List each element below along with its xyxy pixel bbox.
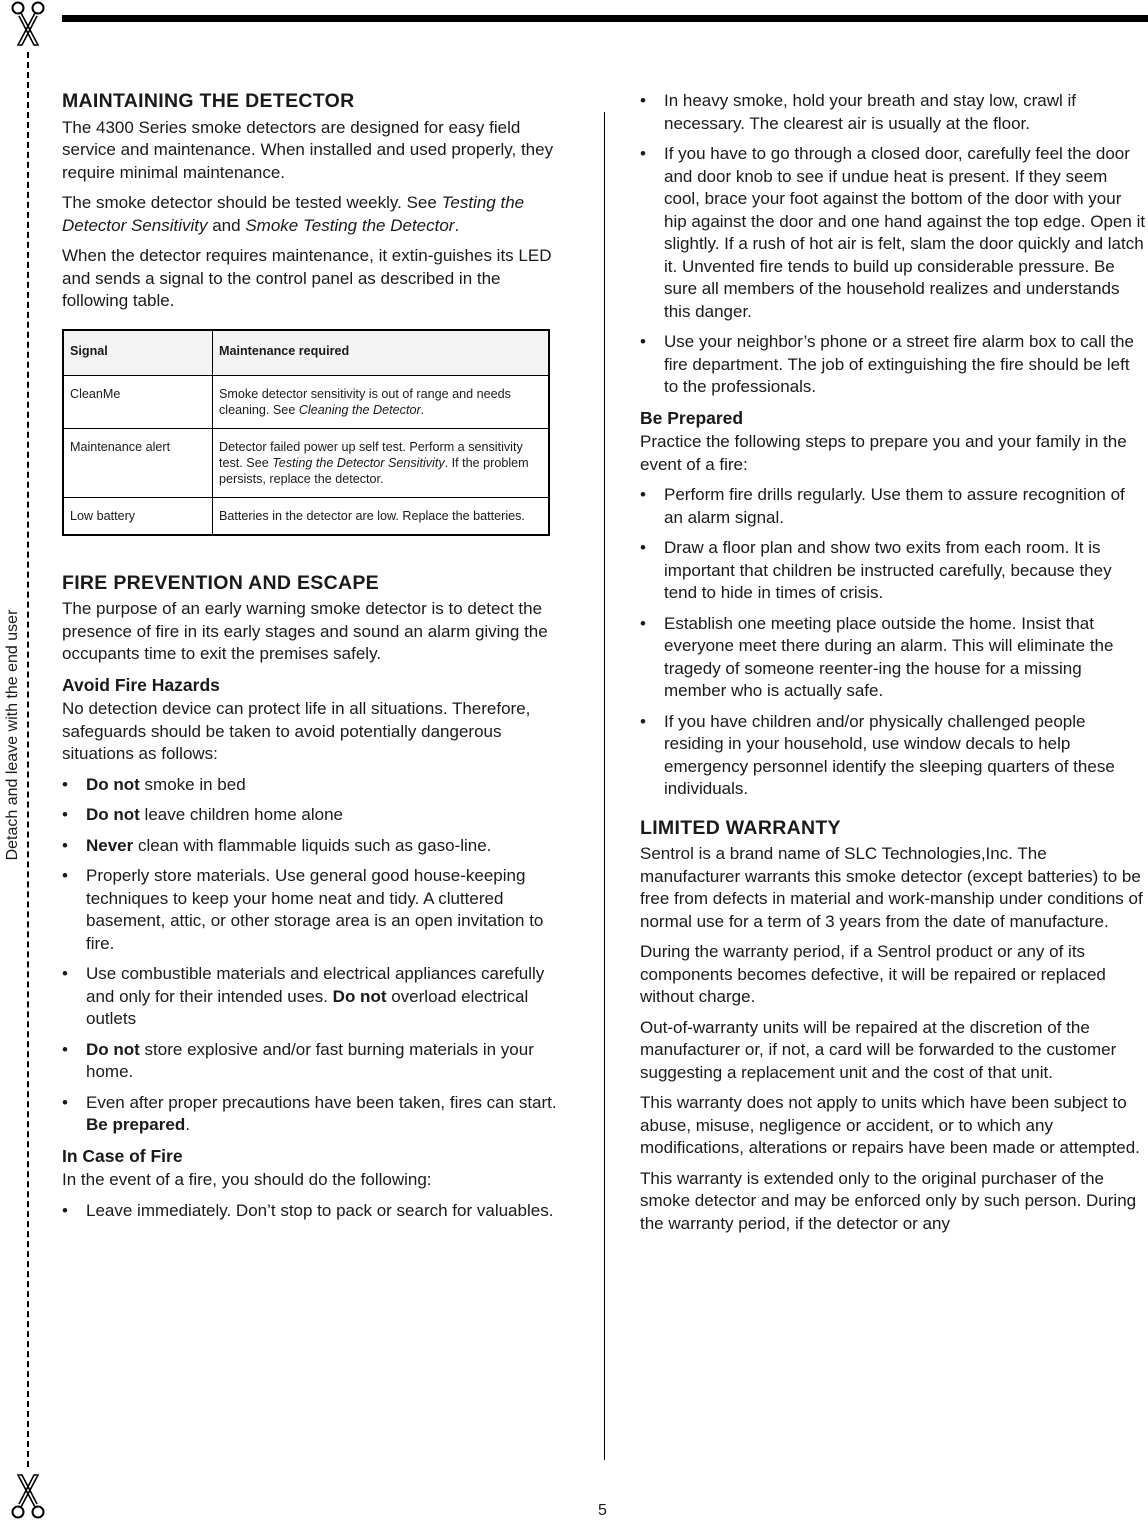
text-run: Detector failed power up self test. Perform a sensitivity test. See [219,439,523,470]
bullet-item [62,1200,567,1223]
text-run: When the detector requires maintenance, it extin-guishes its LED and sends a signal to the control panel as described in the following table. [62,246,552,310]
bold-text: Do not [86,805,140,824]
text-run: If you have children and/or physically challenged people residing in your household, use window decals to help emergency personnel identify the sleeping quarters of these individuals. [664,711,1115,798]
signal-cell: Maintenance alert [63,428,213,497]
italic-text: Testing the Detector Sensitivity [272,455,445,470]
paragraph [640,843,1146,933]
paragraph [640,1168,1146,1236]
left-column [62,90,567,1230]
text-run: Batteries in the detector are low. Replace the batteries. [219,508,525,523]
text-run: and [207,215,246,235]
text-run: FIRE PREVENTION AND ESCAPE [62,571,379,594]
column-header: Maintenance required [213,330,550,376]
maintenance-cell [213,497,550,535]
subsection-heading [640,407,1146,430]
text-run: This warranty is extended only to the original purchaser of the smoke detector and may be enforced only by such person. During the warranty period, if the detector or any [640,1168,1137,1233]
paragraph [62,192,567,237]
text-run: This warranty does not apply to units which have been subject to abuse, misuse, negligence or accident, or to which any modifications, alterations or repairs have been made or attempted. [640,1093,1140,1157]
paragraph [62,117,567,185]
text-run: If you have to go through a closed door, carefully feel the door and door knob to see if undue heat is present. If they seem cool, brace your foot against the bottom of the door with your hip against the door and one hand against the top edge. Open it slightly. If a rush of hot air is felt, slam the door quickly and latch it. Unvented fire tends to build up considerable pressure. Be sure all members of the household realizes and understands this danger. [664,144,1146,321]
text-run: LIMITED WARRANTY [640,816,841,839]
bold-text: Never [86,835,134,855]
text-run: Draw a floor plan and show two exits from each room. It is important that children be instructed carefully, because they tend to hide in times of crisis. [664,538,1112,602]
text-run: store explosive and/or fast burning materials in your home. [86,1039,534,1081]
bullet-item [62,774,567,797]
bullet-item [640,331,1146,399]
section-heading [62,90,567,113]
section-heading [640,817,1146,840]
text-run: Practice the following steps to prepare you and your family in the event of a fire: [640,432,1127,474]
text-run: . [454,215,460,235]
text-run: Out-of-warranty units will be repaired at the discretion of the manufacturer or, if not, a card will be forwarded to the customer suggesting a replacement unit and the cost of that unit. [640,1017,1117,1082]
text-run: No detection device can protect life in all situations. Therefore, safeguards should be taken to avoid potentially dangerous situations as follows: [62,699,531,763]
page-number: 5 [598,1502,607,1519]
text-run: Be Prepared [640,407,744,428]
italic-text: Smoke Testing the Detector [245,215,455,235]
text-run: Properly store materials. Use general good house-keeping techniques to keep your home neat and tidy. A cluttered basement, attic, or other storage area is an open invitation to fire. [86,866,544,953]
scissors-icon [8,0,48,50]
bullet-item [62,1039,567,1084]
subsection-heading [62,1145,567,1168]
text-run: clean with flammable liquids such as gaso-line. [133,835,492,855]
signal-cell: CleanMe [63,375,213,428]
bullet-item [640,90,1146,135]
column-header: Signal [63,330,213,376]
text-run: The 4300 Series smoke detectors are designed for easy field service and maintenance. When installed and used properly, they require minimal maintenance. [62,117,554,182]
text-run: . [185,1115,190,1134]
paragraph [640,1092,1146,1160]
bold-text: Do not [86,1039,140,1059]
text-run: Avoid Fire Hazards [62,674,220,695]
bullet-item [640,143,1146,323]
bold-text: Do not [86,774,140,794]
text-run: . If the problem persists, replace the detector. [219,455,529,486]
bullet-item [640,711,1146,801]
paragraph [62,698,567,766]
text-run: Even after proper precautions have been taken, fires can start. [86,1092,557,1112]
text-run: In the event of a fire, you should do the following: [62,1170,432,1189]
right-column [640,90,1146,1243]
table-row [63,428,549,497]
bold-text: Do not [332,986,387,1006]
text-run: leave children home alone [139,805,344,824]
detach-label: Detach and leave with the end user [4,565,22,905]
paragraph [62,245,567,313]
maintenance-signal-table [62,329,550,536]
section-heading [62,572,567,595]
text-run: Leave immediately. Don’t stop to pack or search for valuables. [86,1200,554,1220]
text-run: Use combustible materials and electrical appliances carefully and only for their intended uses. [86,964,545,1006]
bullet-item [62,835,567,858]
bullet-item [62,804,567,827]
paragraph [640,941,1146,1009]
bullet-item [62,865,567,955]
table-row [63,497,549,535]
maintenance-cell [213,428,550,497]
text-run: . [420,402,425,417]
text-run: smoke in bed [139,774,246,794]
text-run: In Case of Fire [62,1145,183,1166]
text-run: The smoke detector should be tested weekly. See [62,193,442,212]
paragraph [640,431,1146,476]
bold-text: Be prepared [86,1115,186,1134]
maintenance-cell [213,375,550,428]
italic-text: Cleaning the Detector [298,402,421,417]
bullet-item [640,613,1146,703]
paragraph [62,598,567,666]
text-run: The purpose of an early warning smoke detector is to detect the presence of fire in its early stages and sound an alarm giving the occupants time to exit the premises safely. [62,599,548,663]
column-divider [604,112,605,1460]
signal-cell: Low battery [63,497,213,535]
table-header-row [63,330,549,376]
text-run: MAINTAINING THE DETECTOR [62,90,355,112]
bullet-item [62,1092,567,1137]
bullet-item [640,537,1146,605]
text-run: Perform fire drills regularly. Use them to assure recognition of an alarm signal. [664,485,1125,527]
text-run: During the warranty period, if a Sentrol product or any of its components becomes defective, it will be repaired or replaced without charge. [640,942,1106,1006]
bullet-item [62,963,567,1031]
cut-line [27,52,29,1467]
text-run: Smoke detector sensitivity is out of range and needs cleaning. See [219,386,511,417]
text-run: Sentrol is a brand name of SLC Technologies,Inc. The manufacturer warrants this smoke detector (except batteries) to be free from defects in material and work-manship under conditions of normal use for a term of 3 years from the date of manufacture. [640,844,1143,931]
scissors-icon [8,1470,48,1520]
table-row [63,375,549,428]
bullet-item [640,484,1146,529]
text-run: In heavy smoke, hold your breath and stay low, crawl if necessary. The clearest air is usually at the floor. [664,91,1076,133]
subsection-heading [62,674,567,697]
italic-text: Testing the Detector Sensitivity [62,193,525,235]
text-run: Establish one meeting place outside the home. Insist that everyone meet there during an alarm. This will eliminate the tragedy of someone reenter-ing the house for a missing member who is actually safe. [664,613,1114,700]
paragraph [640,1017,1146,1085]
paragraph [62,1169,567,1192]
text-run: overload electrical outlets [86,986,529,1028]
top-rule [62,15,1148,22]
text-run: Use your neighbor’s phone or a street fire alarm box to call the fire department. The job of extinguishing the fire should be left to the professionals. [664,332,1134,396]
